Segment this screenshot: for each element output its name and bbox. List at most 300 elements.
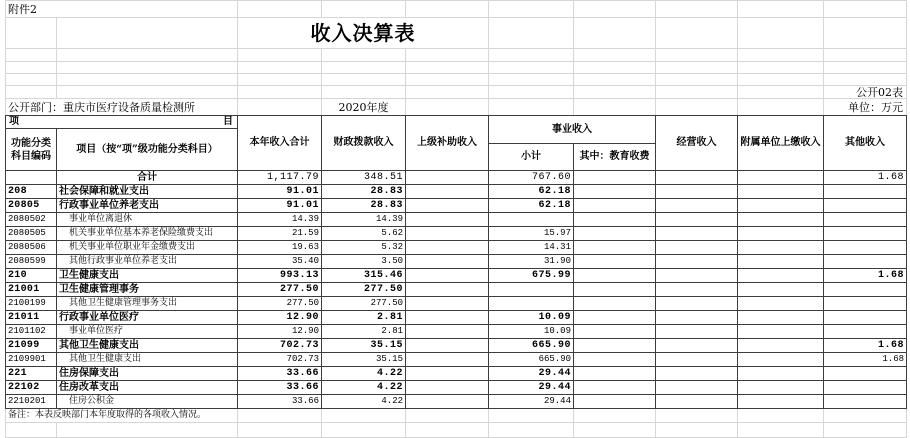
grid-cell xyxy=(406,409,489,423)
cell-business-subtotal: 767.60 xyxy=(489,171,574,185)
cell-fiscal-appropriation: 28.83 xyxy=(322,185,406,199)
grid-cell xyxy=(656,62,738,74)
cell-fiscal-appropriation: 3.50 xyxy=(322,255,406,269)
cell-total-income: 19.63 xyxy=(238,241,322,255)
cell-operating-income xyxy=(656,269,738,283)
grid-cell xyxy=(489,1,574,18)
grid-cell xyxy=(57,62,238,74)
grid-cell xyxy=(238,99,322,116)
row-code: 2080506 xyxy=(6,241,57,255)
sheet-row-empty xyxy=(6,49,907,62)
cell-fiscal-appropriation: 5.62 xyxy=(322,227,406,241)
grid-cell xyxy=(574,409,656,423)
cell-superior-subsidy xyxy=(406,367,489,381)
cell-operating-income xyxy=(656,241,738,255)
cell-education-fee xyxy=(574,367,656,381)
row-code: 2080505 xyxy=(6,227,57,241)
header-row-1 xyxy=(6,116,907,129)
cell-education-fee xyxy=(574,213,656,227)
cell-total-income: 12.90 xyxy=(238,311,322,325)
cell-fiscal-appropriation: 4.22 xyxy=(322,381,406,395)
grid-cell xyxy=(574,62,656,74)
table-row xyxy=(6,199,907,213)
cell-affiliated-remittance xyxy=(738,353,824,367)
row-code: 21001 xyxy=(6,283,57,297)
cell-education-fee xyxy=(574,241,656,255)
grid-cell xyxy=(656,423,738,438)
cell-operating-income xyxy=(656,227,738,241)
grid-cell xyxy=(406,86,489,99)
cell-other-income xyxy=(824,311,907,325)
cell-education-fee xyxy=(574,311,656,325)
grid-cell xyxy=(574,1,656,18)
cell-total-income: 21.59 xyxy=(238,227,322,241)
cell-affiliated-remittance xyxy=(738,325,824,339)
cell-superior-subsidy xyxy=(406,255,489,269)
table-row xyxy=(6,297,907,311)
cell-operating-income xyxy=(656,325,738,339)
cell-superior-subsidy xyxy=(406,171,489,185)
row-code: 210 xyxy=(6,269,57,283)
cell-other-income xyxy=(824,227,907,241)
form-number: 公开02表 xyxy=(824,86,907,99)
income-statement-sheet xyxy=(5,0,907,438)
sheet-row-title xyxy=(6,18,907,49)
cell-affiliated-remittance xyxy=(738,227,824,241)
cell-business-subtotal: 665.90 xyxy=(489,353,574,367)
grid-cell xyxy=(322,74,406,86)
row-code: 2080502 xyxy=(6,213,57,227)
grid-cell xyxy=(322,86,406,99)
table-row xyxy=(6,185,907,199)
grid-cell xyxy=(489,409,574,423)
cell-total-income: 277.50 xyxy=(238,297,322,311)
cell-fiscal-appropriation: 315.46 xyxy=(322,269,406,283)
cell-business-subtotal xyxy=(489,213,574,227)
cell-fiscal-appropriation: 348.51 xyxy=(322,171,406,185)
row-code: 22102 xyxy=(6,381,57,395)
row-name: 卫生健康管理事务 xyxy=(57,283,238,297)
cell-business-subtotal: 29.44 xyxy=(489,381,574,395)
grid-cell xyxy=(489,49,574,62)
grid-cell xyxy=(6,18,57,49)
cell-education-fee xyxy=(574,185,656,199)
cell-education-fee xyxy=(574,199,656,213)
table-row xyxy=(6,367,907,381)
cell-other-income xyxy=(824,283,907,297)
cell-fiscal-appropriation: 2.81 xyxy=(322,325,406,339)
table-row xyxy=(6,353,907,367)
grid-cell xyxy=(738,99,824,116)
cell-education-fee xyxy=(574,339,656,353)
row-code: 20805 xyxy=(6,199,57,213)
table-row xyxy=(6,325,907,339)
cell-operating-income xyxy=(656,185,738,199)
fiscal-year: 2020年度 xyxy=(322,99,406,116)
cell-business-subtotal: 665.90 xyxy=(489,339,574,353)
cell-other-income xyxy=(824,381,907,395)
grid-cell xyxy=(738,74,824,86)
grid-cell xyxy=(824,18,907,49)
attachment-label: 附件2 xyxy=(6,1,238,18)
table-row xyxy=(6,381,907,395)
cell-fiscal-appropriation: 5.32 xyxy=(322,241,406,255)
grid-cell xyxy=(57,74,238,86)
grid-cell xyxy=(6,86,57,99)
grid-cell xyxy=(406,99,489,116)
grid-cell xyxy=(656,1,738,18)
grid-cell xyxy=(57,86,238,99)
cell-business-subtotal: 29.44 xyxy=(489,367,574,381)
sheet-row-empty xyxy=(6,74,907,86)
cell-superior-subsidy xyxy=(406,199,489,213)
grid-cell xyxy=(824,1,907,18)
grid-cell xyxy=(406,49,489,62)
row-name: 其他卫生健康支出 xyxy=(57,353,238,367)
cell-operating-income xyxy=(656,311,738,325)
grid-cell xyxy=(6,423,57,438)
table-row xyxy=(6,395,907,409)
cell-total-income: 33.66 xyxy=(238,395,322,409)
grid-cell xyxy=(738,409,824,423)
cell-total-income: 33.66 xyxy=(238,367,322,381)
cell-business-subtotal: 10.09 xyxy=(489,325,574,339)
cell-operating-income xyxy=(656,381,738,395)
grid-cell xyxy=(656,18,738,49)
cell-business-subtotal: 62.18 xyxy=(489,199,574,213)
cell-business-subtotal: 10.09 xyxy=(489,311,574,325)
cell-education-fee xyxy=(574,297,656,311)
cell-operating-income xyxy=(656,199,738,213)
row-code: 2100199 xyxy=(6,297,57,311)
cell-education-fee xyxy=(574,255,656,269)
cell-other-income xyxy=(824,213,907,227)
grid-cell xyxy=(824,409,907,423)
table-row xyxy=(6,339,907,353)
cell-education-fee xyxy=(574,171,656,185)
row-name: 行政事业单位医疗 xyxy=(57,311,238,325)
grid-cell xyxy=(6,62,57,74)
cell-other-income: 1.68 xyxy=(824,269,907,283)
grid-cell xyxy=(406,423,489,438)
grid-cell xyxy=(574,99,656,116)
cell-business-subtotal: 29.44 xyxy=(489,395,574,409)
cell-business-subtotal: 62.18 xyxy=(489,185,574,199)
cell-superior-subsidy xyxy=(406,283,489,297)
cell-superior-subsidy xyxy=(406,381,489,395)
cell-affiliated-remittance xyxy=(738,171,824,185)
grid-cell xyxy=(574,18,656,49)
cell-education-fee xyxy=(574,283,656,297)
cell-affiliated-remittance xyxy=(738,311,824,325)
cell-business-subtotal: 675.99 xyxy=(489,269,574,283)
cell-superior-subsidy xyxy=(406,353,489,367)
cell-total-income: 993.13 xyxy=(238,269,322,283)
cell-superior-subsidy xyxy=(406,213,489,227)
grid-cell xyxy=(656,86,738,99)
cell-other-income xyxy=(824,241,907,255)
grid-cell xyxy=(489,18,574,49)
cell-business-subtotal: 14.31 xyxy=(489,241,574,255)
row-name: 机关事业单位基本养老保险缴费支出 xyxy=(57,227,238,241)
cell-affiliated-remittance xyxy=(738,339,824,353)
grid-cell xyxy=(57,423,238,438)
cell-education-fee xyxy=(574,269,656,283)
cell-business-subtotal: 31.90 xyxy=(489,255,574,269)
cell-other-income xyxy=(824,255,907,269)
cell-affiliated-remittance xyxy=(738,367,824,381)
row-code: 2101102 xyxy=(6,325,57,339)
table-row xyxy=(6,311,907,325)
header-code-line-1: 功能分类 xyxy=(11,137,51,149)
sheet-row-empty xyxy=(6,423,907,438)
cell-other-income: 1.68 xyxy=(824,353,907,367)
row-code: 221 xyxy=(6,367,57,381)
cell-total-income: 91.01 xyxy=(238,199,322,213)
row-name: 其他卫生健康支出 xyxy=(57,339,238,353)
grid-cell xyxy=(406,62,489,74)
grid-cell xyxy=(406,74,489,86)
row-name: 事业单位离退休 xyxy=(57,213,238,227)
cell-other-income: 1.68 xyxy=(824,339,907,353)
cell-operating-income xyxy=(656,255,738,269)
row-name: 机关事业单位职业年金缴费支出 xyxy=(57,241,238,255)
grid-cell xyxy=(738,62,824,74)
cell-fiscal-appropriation: 35.15 xyxy=(322,339,406,353)
cell-affiliated-remittance xyxy=(738,297,824,311)
grid-cell xyxy=(738,1,824,18)
item-label-right: 目 xyxy=(223,116,233,127)
cell-other-income xyxy=(824,325,907,339)
cell-operating-income xyxy=(656,171,738,185)
cell-total-income: 12.90 xyxy=(238,325,322,339)
grid-cell xyxy=(574,423,656,438)
row-code: 208 xyxy=(6,185,57,199)
cell-operating-income xyxy=(656,339,738,353)
grid-cell xyxy=(238,62,322,74)
cell-operating-income xyxy=(656,213,738,227)
grid-cell xyxy=(322,423,406,438)
row-code xyxy=(6,171,57,185)
header-fiscal-appropriation: 财政拨款收入 xyxy=(322,116,406,171)
note-row xyxy=(6,409,907,423)
grid-cell xyxy=(57,49,238,62)
cell-operating-income xyxy=(656,395,738,409)
grid-cell xyxy=(6,74,57,86)
cell-affiliated-remittance xyxy=(738,269,824,283)
row-code: 2210201 xyxy=(6,395,57,409)
cell-superior-subsidy xyxy=(406,395,489,409)
cell-superior-subsidy xyxy=(406,185,489,199)
cell-education-fee xyxy=(574,381,656,395)
grid-cell xyxy=(489,62,574,74)
cell-education-fee xyxy=(574,227,656,241)
cell-fiscal-appropriation: 35.15 xyxy=(322,353,406,367)
row-code: 2080599 xyxy=(6,255,57,269)
cell-operating-income xyxy=(656,353,738,367)
table-row xyxy=(6,227,907,241)
row-name: 行政事业单位养老支出 xyxy=(57,199,238,213)
row-name: 住房改革支出 xyxy=(57,381,238,395)
grid-cell xyxy=(738,86,824,99)
cell-total-income: 33.66 xyxy=(238,381,322,395)
row-code: 2109901 xyxy=(6,353,57,367)
table-row xyxy=(6,255,907,269)
item-header xyxy=(6,117,237,127)
grid-cell xyxy=(238,86,322,99)
grid-cell xyxy=(824,74,907,86)
grid-cell xyxy=(489,99,574,116)
cell-superior-subsidy xyxy=(406,269,489,283)
cell-other-income: 1.68 xyxy=(824,171,907,185)
cell-fiscal-appropriation: 4.22 xyxy=(322,395,406,409)
row-code: 21011 xyxy=(6,311,57,325)
row-name: 事业单位医疗 xyxy=(57,325,238,339)
grid-cell xyxy=(238,409,322,423)
cell-fiscal-appropriation: 28.83 xyxy=(322,199,406,213)
cell-other-income xyxy=(824,185,907,199)
grid-cell xyxy=(824,423,907,438)
header-superior-subsidy: 上级补助收入 xyxy=(406,116,489,171)
grid-cell xyxy=(738,49,824,62)
sheet-row-empty xyxy=(6,62,907,74)
grid-cell xyxy=(574,49,656,62)
header-affiliated-remittance: 附属单位上缴收入 xyxy=(738,116,824,171)
header-operating-income: 经营收入 xyxy=(656,116,738,171)
header-function-code xyxy=(6,129,57,171)
header-business-income: 事业收入 xyxy=(489,116,656,144)
total-row xyxy=(6,171,907,185)
grid-cell xyxy=(322,1,406,18)
row-name: 社会保障和就业支出 xyxy=(57,185,238,199)
total-label: 合计 xyxy=(57,171,238,185)
cell-fiscal-appropriation: 2.81 xyxy=(322,311,406,325)
grid-cell xyxy=(656,99,738,116)
cell-other-income xyxy=(824,367,907,381)
cell-total-income: 702.73 xyxy=(238,339,322,353)
cell-affiliated-remittance xyxy=(738,255,824,269)
grid-cell xyxy=(489,423,574,438)
table-row xyxy=(6,213,907,227)
cell-business-subtotal: 15.97 xyxy=(489,227,574,241)
cell-business-subtotal xyxy=(489,283,574,297)
grid-cell xyxy=(322,49,406,62)
header-total-income: 本年收入合计 xyxy=(238,116,322,171)
sheet-title: 收入决算表 xyxy=(238,18,489,49)
cell-superior-subsidy xyxy=(406,311,489,325)
cell-operating-income xyxy=(656,283,738,297)
row-name: 卫生健康支出 xyxy=(57,269,238,283)
cell-total-income: 35.40 xyxy=(238,255,322,269)
cell-affiliated-remittance xyxy=(738,283,824,297)
cell-other-income xyxy=(824,395,907,409)
row-name: 住房保障支出 xyxy=(57,367,238,381)
cell-operating-income xyxy=(656,367,738,381)
grid-cell xyxy=(6,49,57,62)
cell-total-income: 1,117.79 xyxy=(238,171,322,185)
grid-cell xyxy=(322,62,406,74)
sheet-row-department xyxy=(6,99,907,116)
grid-cell xyxy=(406,1,489,18)
sheet-top-section xyxy=(6,1,907,116)
cell-total-income: 14.39 xyxy=(238,213,322,227)
cell-affiliated-remittance xyxy=(738,381,824,395)
cell-education-fee xyxy=(574,325,656,339)
cell-fiscal-appropriation: 4.22 xyxy=(322,367,406,381)
cell-operating-income xyxy=(656,297,738,311)
grid-cell xyxy=(489,74,574,86)
header-item-name: 项目（按“项”级功能分类科目） xyxy=(57,129,238,171)
grid-cell xyxy=(238,423,322,438)
cell-education-fee xyxy=(574,395,656,409)
cell-business-subtotal xyxy=(489,297,574,311)
unit-label: 单位：万元 xyxy=(824,99,907,116)
cell-fiscal-appropriation: 277.50 xyxy=(322,283,406,297)
cell-total-income: 91.01 xyxy=(238,185,322,199)
table-row xyxy=(6,241,907,255)
grid-cell xyxy=(574,86,656,99)
cell-affiliated-remittance xyxy=(738,185,824,199)
sheet-bottom-section xyxy=(6,409,907,438)
cell-affiliated-remittance xyxy=(738,241,824,255)
header-education-fee: 其中：教育收费 xyxy=(574,144,656,171)
grid-cell xyxy=(738,423,824,438)
item-label-left: 项 xyxy=(9,116,19,127)
row-name: 住房公积金 xyxy=(57,395,238,409)
grid-cell xyxy=(824,49,907,62)
cell-education-fee xyxy=(574,353,656,367)
cell-affiliated-remittance xyxy=(738,213,824,227)
cell-total-income: 277.50 xyxy=(238,283,322,297)
cell-other-income xyxy=(824,297,907,311)
item-header-cell xyxy=(6,116,238,129)
grid-cell xyxy=(656,49,738,62)
grid-cell xyxy=(57,18,238,49)
grid-cell xyxy=(322,409,406,423)
grid-cell xyxy=(738,18,824,49)
table-row xyxy=(6,283,907,297)
header-other-income: 其他收入 xyxy=(824,116,907,171)
grid-cell xyxy=(824,62,907,74)
department-label: 公开部门：重庆市医疗设备质量检测所 xyxy=(6,99,238,116)
row-name: 其他卫生健康管理事务支出 xyxy=(57,297,238,311)
cell-other-income xyxy=(824,199,907,213)
sheet-row-form-number xyxy=(6,86,907,99)
cell-fiscal-appropriation: 14.39 xyxy=(322,213,406,227)
row-code: 21099 xyxy=(6,339,57,353)
grid-cell xyxy=(238,1,322,18)
cell-superior-subsidy xyxy=(406,339,489,353)
footnote: 备注：本表反映部门本年度取得的各项收入情况。 xyxy=(6,409,238,423)
cell-superior-subsidy xyxy=(406,325,489,339)
cell-total-income: 702.73 xyxy=(238,353,322,367)
grid-cell xyxy=(238,49,322,62)
grid-cell xyxy=(489,86,574,99)
grid-cell xyxy=(656,409,738,423)
cell-affiliated-remittance xyxy=(738,199,824,213)
row-name: 其他行政事业单位养老支出 xyxy=(57,255,238,269)
grid-cell xyxy=(574,74,656,86)
cell-fiscal-appropriation: 277.50 xyxy=(322,297,406,311)
cell-affiliated-remittance xyxy=(738,395,824,409)
header-business-subtotal: 小计 xyxy=(489,144,574,171)
cell-superior-subsidy xyxy=(406,227,489,241)
table-body xyxy=(6,171,907,409)
cell-superior-subsidy xyxy=(406,241,489,255)
table-row xyxy=(6,269,907,283)
table-header xyxy=(6,116,907,171)
sheet-row-attachment xyxy=(6,1,907,18)
